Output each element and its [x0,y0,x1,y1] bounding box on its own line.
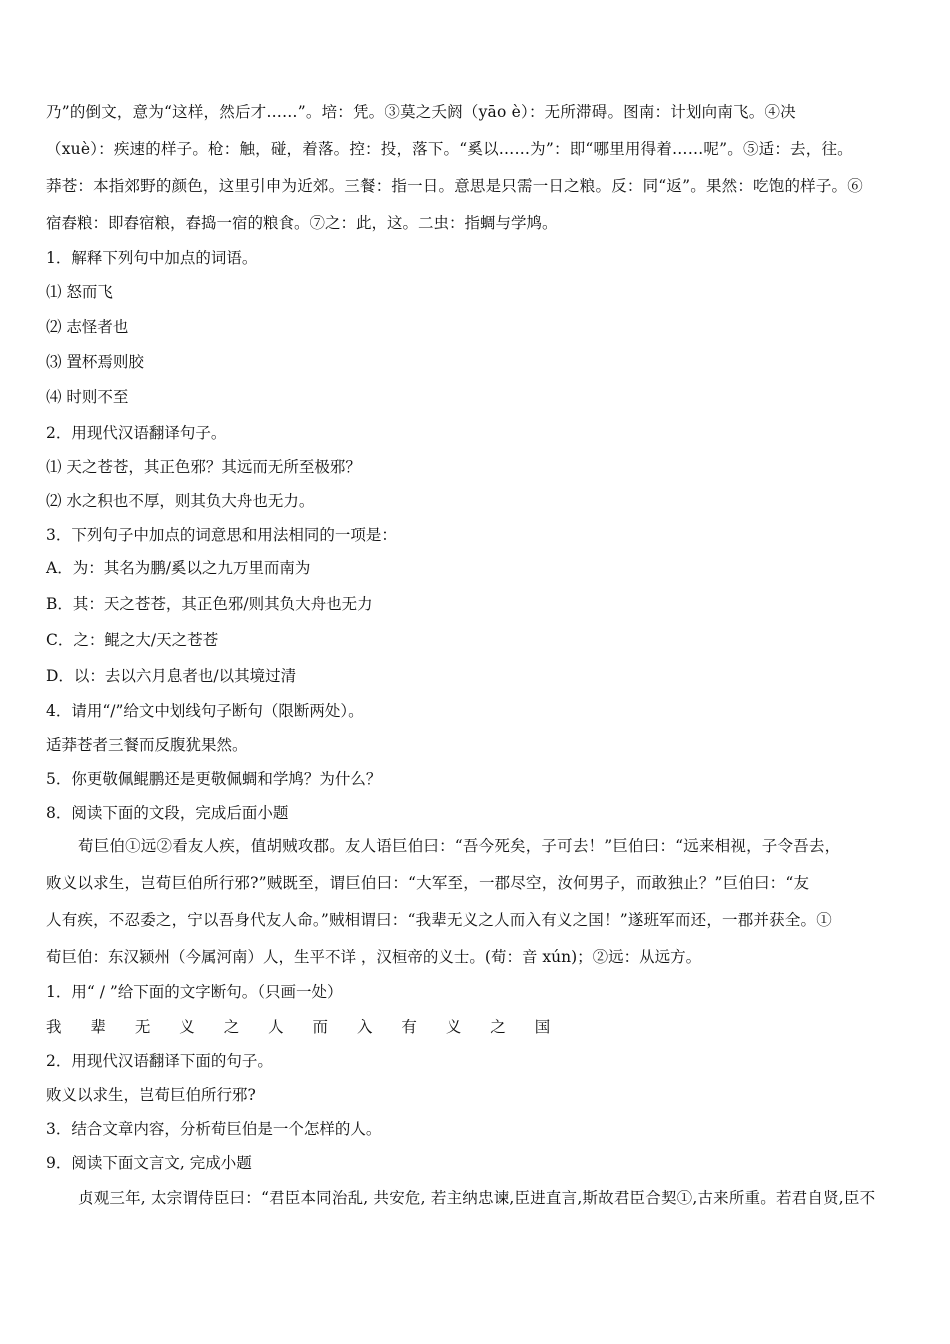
text-line: （xuè）：疾速的样子。枪：触，碰，着落。控：投，落下。“奚以……为”：即“哪里用得着……呢”。⑤适：去，往。 [46,140,853,158]
question-line: 4．请用“/”给文中划线句子断句（限断两处）。 [46,702,364,720]
text-line: 莽苍：本指郊野的颜色，这里引申为近郊。三餐：指一日。意思是只需一日之粮。反：同“返”。果然：吃饱的样子。⑥ [46,177,863,195]
text-line: 宿舂粮：即舂宿粮，舂捣一宿的粮食。⑦之：此，这。二虫：指蜩与学鸠。 [46,214,558,232]
question-line: 5．你更敬佩鲲鹏还是更敬佩蜩和学鸠？为什么？ [46,770,382,788]
option-c: C．之：鲲之大/天之苍苍 [46,631,219,649]
question-line: 1．用“ / ”给下面的文字断句。（只画一处） [46,983,343,1001]
text-line: 我 辈 无 义 之 人 而 入 有 义 之 国 [46,1018,563,1036]
sub-item: ⑴ 怒而飞 [46,283,113,301]
section-heading: 9．阅读下面文言文, 完成小题 [46,1154,252,1172]
question-line: 3．结合文章内容，分析荀巨伯是一个怎样的人。 [46,1120,382,1138]
text-line: 适莽苍者三餐而反腹犹果然。 [46,736,248,754]
passage-line: 贞观三年, 太宗谓侍臣曰：“君臣本同治乱, 共安危, 若主纳忠谏,臣进直言,斯故君臣合契①,古来所重。若君自贤,臣不 [78,1189,876,1207]
passage-line: 荀巨伯①远②看友人疾，值胡贼攻郡。友人语巨伯曰：“吾今死矣，子可去！”巨伯曰：“远来相视，子令吾去， [78,837,841,855]
question-line: 1．解释下列句中加点的词语。 [46,249,258,267]
sub-item: ⑶ 置杯焉则胶 [46,353,144,371]
sub-item: ⑵ 水之积也不厚，则其负大舟也无力。 [46,492,315,510]
sub-item: ⑴ 天之苍苍，其正色邪？其远而无所至极邪？ [46,458,361,476]
text-line: 乃”的倒文，意为“这样，然后才……”。培：凭。③莫之夭阏（yāo è）：无所滞碍。图南：计划向南飞。④决 [46,103,796,121]
passage-line: 荀巨伯：东汉颍州（今属河南）人，生平不详 ，汉桓帝的义士。(荀：音 xún)；②远：从远方。 [46,948,702,966]
text-line: 败义以求生，岂荀巨伯所行邪? [46,1086,256,1104]
option-a: A．为：其名为鹏/奚以之九万里而南为 [46,559,311,577]
sub-item: ⑵ 志怪者也 [46,318,129,336]
question-line: 3．下列句子中加点的词意思和用法相同的一项是： [46,526,397,544]
sub-item: ⑷ 时则不至 [46,388,129,406]
passage-line: 人有疾，不忍委之，宁以吾身代友人命。”贼相谓曰：“我辈无义之人而入有义之国！”遂班军而还，一郡并获全。① [46,911,832,929]
option-b: B．其：天之苍苍，其正色邪/则其负大舟也无力 [46,595,373,613]
section-heading: 8．阅读下面的文段，完成后面小题 [46,804,289,822]
question-line: 2．用现代汉语翻译下面的句子。 [46,1052,273,1070]
option-d: D．以：去以六月息者也/以其境过清 [46,667,297,685]
question-line: 2．用现代汉语翻译句子。 [46,424,227,442]
passage-line: 败义以求生，岂荀巨伯所行邪?”贼既至，谓巨伯曰：“大军至，一郡尽空，汝何男子，而敢独止？”巨伯曰：“友 [46,874,810,892]
